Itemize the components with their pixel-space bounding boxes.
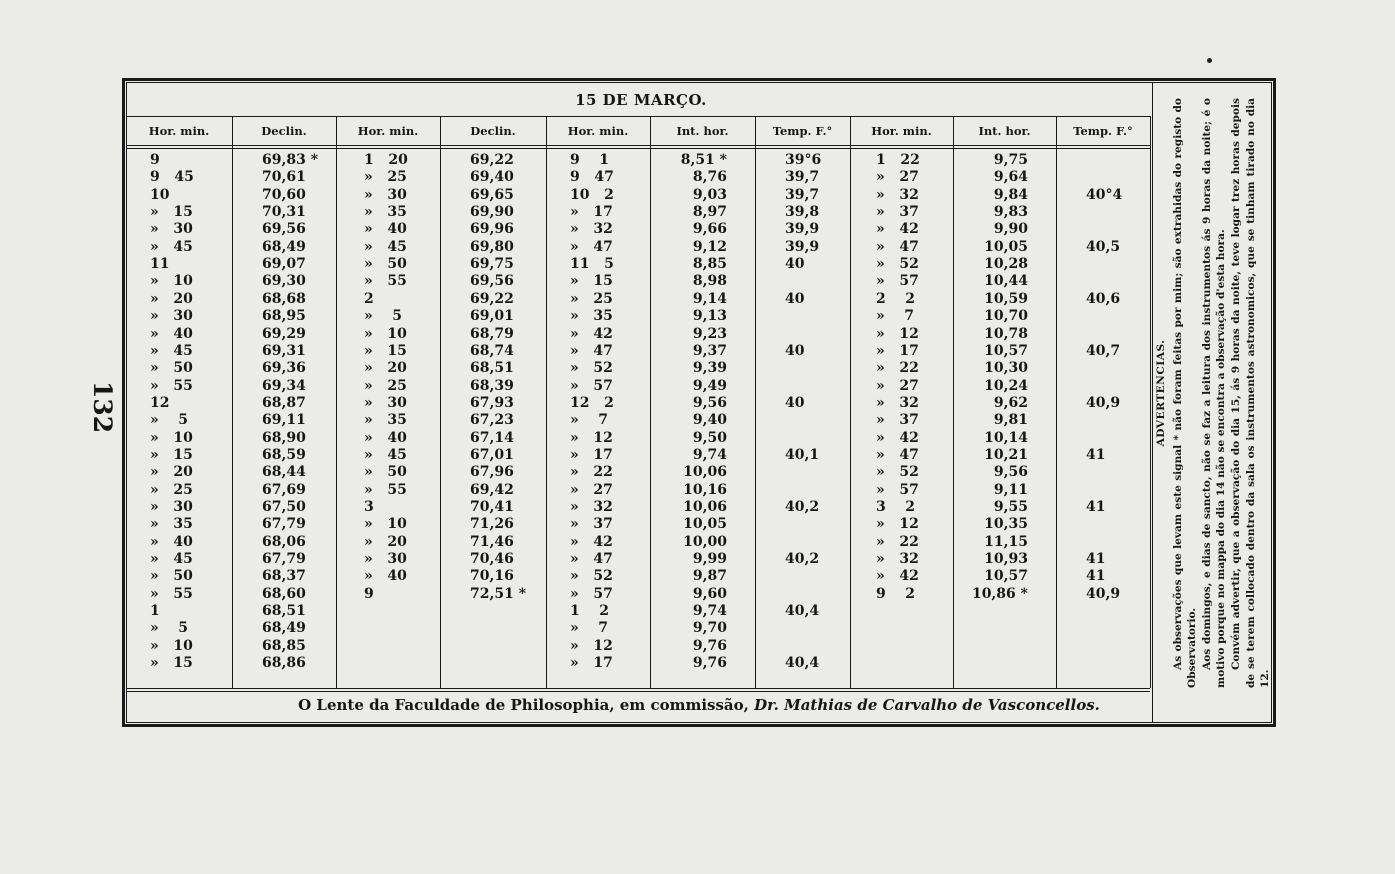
table-cell: 69,36 [262, 360, 306, 377]
table-cell: » 35 [570, 308, 613, 325]
table-cell: 39,7 [785, 186, 820, 203]
table-cell: 12 2 [570, 394, 614, 411]
table-cell: 68,87 [262, 394, 306, 411]
column-header: Hor. min. [871, 124, 932, 138]
table-cell: 9 [150, 152, 160, 168]
notes-panel [1154, 98, 1272, 688]
table-cell: 40 [785, 394, 805, 411]
table-cell: » 10 [150, 637, 193, 654]
table-cell: 9,99 [692, 551, 727, 568]
table-cell: 9,14 [692, 290, 727, 307]
table-cell: » 45 [364, 238, 407, 255]
table-cell: » 32 [876, 186, 919, 203]
table-cell: » 10 [364, 516, 407, 533]
table-cell: » 57 [876, 481, 919, 498]
table-cell: 3 2 [876, 499, 915, 515]
table-cell: 9,03 [692, 186, 727, 203]
table-cell: » 17 [570, 446, 613, 463]
table-cell: 9 [364, 585, 374, 602]
table-cell: 68,51 [262, 603, 306, 620]
table-cell: 68,51 [470, 360, 514, 377]
table-cell: » 32 [876, 551, 919, 568]
table-cell: » 25 [364, 169, 407, 186]
table-cell: 69,22 [470, 152, 514, 168]
column-header: Temp. F.° [772, 124, 833, 138]
table-cell: 9,81 [993, 412, 1028, 429]
table-cell: 40,4 [785, 655, 820, 672]
table-cell: » 15 [150, 204, 193, 221]
table-cell: 39,8 [785, 204, 820, 221]
table-cell: » 5 [364, 308, 402, 325]
table-cell: 9,70 [692, 620, 727, 637]
table-cell: » 55 [364, 273, 407, 290]
table-cell: 39°6 [785, 152, 822, 168]
table-cell: 9,74 [692, 446, 727, 463]
table-cell: 41 [1086, 446, 1106, 463]
table-cell: 68,44 [262, 464, 306, 481]
column-rule [440, 116, 441, 688]
table-cell: 68,37 [262, 568, 306, 585]
table-cell: 69,42 [470, 481, 514, 498]
table-cell: » 22 [876, 360, 919, 377]
table-cell: » 10 [150, 273, 193, 290]
notes-rule [1152, 82, 1153, 723]
table-cell: » 7 [876, 308, 914, 325]
table-cell: » 50 [150, 360, 193, 377]
table-cell: 72,51 * [470, 585, 527, 602]
table-cell: 71,26 [470, 516, 514, 533]
table-cell: 69,30 [262, 273, 306, 290]
column-rule [850, 116, 851, 688]
table-cell: 69,80 [470, 238, 514, 255]
notes-title: ADVERTENCIAS. [1155, 339, 1167, 447]
table-cell: 10,30 [984, 360, 1028, 377]
table-cell: 40,5 [1086, 238, 1121, 255]
title-rule [126, 116, 1150, 117]
table-cell: 10,35 [984, 516, 1028, 533]
table-cell: » 37 [876, 412, 919, 429]
table-cell: 11,15 [984, 533, 1028, 550]
table-cell: » 15 [570, 273, 613, 290]
table-cell: » 20 [150, 464, 193, 481]
table-cell: 9,37 [692, 342, 727, 359]
table-cell: 9,84 [993, 186, 1028, 203]
table-cell: 67,69 [262, 481, 306, 498]
table-cell: 9,13 [692, 308, 727, 325]
table-cell: 10,57 [984, 342, 1028, 359]
table-cell: 67,79 [262, 551, 306, 568]
table-cell: » 32 [570, 221, 613, 238]
table-cell: » 47 [876, 238, 919, 255]
table-cell: 70,60 [262, 186, 306, 203]
table-cell: » 40 [150, 325, 193, 342]
table-cell: » 27 [570, 481, 613, 498]
table-cell: 10,24 [984, 377, 1028, 394]
table-cell: 9 2 [876, 585, 915, 602]
table-cell: 39,9 [785, 238, 820, 255]
table-cell: 71,46 [470, 533, 514, 550]
table-cell: 9,50 [692, 429, 727, 446]
table-cell: » 42 [876, 429, 919, 446]
table-cell: » 47 [570, 238, 613, 255]
table-cell: 68,60 [262, 585, 306, 602]
table-cell: » 37 [570, 516, 613, 533]
table-cell: 40,9 [1086, 585, 1121, 602]
table-cell: » 30 [364, 551, 407, 568]
table-cell: 10,14 [984, 429, 1028, 446]
table-cell: » 47 [570, 551, 613, 568]
table-cell: » 45 [364, 446, 407, 463]
table-cell: 9,90 [993, 221, 1028, 238]
table-cell: 70,16 [470, 568, 514, 585]
table-cell: » 57 [570, 377, 613, 394]
table-cell: » 55 [150, 377, 193, 394]
table-cell: 69,31 [262, 342, 306, 359]
table-cell: 40,4 [785, 603, 820, 620]
table-cell: 9,60 [692, 585, 727, 602]
table-cell: 10,44 [984, 273, 1028, 290]
table-cell: » 30 [150, 221, 193, 238]
table-cell: » 42 [876, 221, 919, 238]
table-cell: 9 47 [570, 169, 614, 186]
table-cell: 9,39 [692, 360, 727, 377]
table-cell: » 10 [364, 325, 407, 342]
table-cell: 10,06 [683, 499, 727, 515]
table-cell: 41 [1086, 551, 1106, 568]
table-cell: 68,49 [262, 620, 306, 637]
table-cell: 39,7 [785, 169, 820, 186]
table-cell: 70,41 [470, 499, 514, 515]
table-cell: 69,01 [470, 308, 514, 325]
table-cell: » 30 [150, 499, 193, 515]
table-cell: » 45 [150, 238, 193, 255]
table-cell: 70,46 [470, 551, 514, 568]
table-cell: 9,64 [993, 169, 1028, 186]
table-cell: » 22 [570, 464, 613, 481]
table-cell: » 45 [150, 342, 193, 359]
table-cell: 8,76 [692, 169, 727, 186]
table-cell: » 50 [364, 256, 407, 273]
table-cell: » 17 [876, 342, 919, 359]
table-cell: 69,90 [470, 204, 514, 221]
table-cell: 9,76 [692, 655, 727, 672]
table-cell: 8,51 * [680, 152, 727, 168]
column-header: Int. hor. [978, 124, 1031, 138]
table-cell: 68,79 [470, 325, 514, 342]
table-cell: 70,31 [262, 204, 306, 221]
table-cell: » 20 [150, 290, 193, 307]
table-cell: 40,2 [785, 551, 820, 568]
table-cell: 41 [1086, 499, 1106, 515]
table-cell: 69,96 [470, 221, 514, 238]
column-header: Declin. [261, 124, 307, 138]
table-cell: 2 [364, 290, 374, 307]
note-paragraph: Aos domingos, e dias de sancto, não se faz a leitura dos instrumentos ás 9 horas da noite; é o motivo porque no mappa do dia 14 não se encontra a observação d'esta hora. [1200, 98, 1228, 688]
table-cell: » 35 [364, 412, 407, 429]
table-cell: » 5 [150, 412, 188, 429]
table-cell: » 17 [570, 204, 613, 221]
table-cell: » 25 [570, 290, 613, 307]
table-cell: 40 [785, 290, 805, 307]
table-cell: » 50 [364, 464, 407, 481]
table-cell: 10,06 [683, 464, 727, 481]
table-cell: » 12 [876, 325, 919, 342]
table-cell: » 27 [876, 169, 919, 186]
table-cell: » 32 [876, 394, 919, 411]
table-cell: » 35 [150, 516, 193, 533]
table-cell: » 47 [570, 342, 613, 359]
table-cell: 9,83 [993, 204, 1028, 221]
table-cell: 11 5 [570, 256, 614, 273]
ink-dot [1207, 58, 1212, 63]
table-cell: 67,96 [470, 464, 514, 481]
table-cell: 40°4 [1086, 186, 1123, 203]
table-cell: 40,1 [785, 446, 820, 463]
table-cell: 68,90 [262, 429, 306, 446]
table-cell: » 32 [570, 499, 613, 515]
page-title: 15 DE MARÇO. [575, 91, 707, 109]
table-cell: 10,05 [683, 516, 727, 533]
column-header: Temp. F.° [1073, 124, 1133, 138]
table-cell: » 20 [364, 360, 407, 377]
table-cell: 70,61 [262, 169, 306, 186]
table-cell: 3 [364, 499, 374, 515]
table-cell: » 57 [570, 585, 613, 602]
table-cell: 67,14 [470, 429, 514, 446]
column-rule [1056, 116, 1057, 688]
table-cell: 68,59 [262, 446, 306, 463]
table-cell: » 30 [150, 308, 193, 325]
table-cell: » 55 [364, 481, 407, 498]
table-cell: 69,07 [262, 256, 306, 273]
table-cell: » 17 [570, 655, 613, 672]
table-cell: » 42 [570, 533, 613, 550]
table-cell: 40,2 [785, 499, 820, 515]
table-cell: 10 [150, 186, 170, 203]
table-cell: 9,40 [692, 412, 727, 429]
table-cell: 9,49 [692, 377, 727, 394]
table-cell: » 20 [364, 533, 407, 550]
table-cell: » 30 [364, 186, 407, 203]
table-cell: 68,95 [262, 308, 306, 325]
table-cell: 10,78 [984, 325, 1028, 342]
table-cell: 40 [785, 256, 805, 273]
table-cell: 12 [150, 394, 170, 411]
table-cell: » 22 [876, 533, 919, 550]
table-cell: 10 2 [570, 186, 614, 203]
table-cell: 2 2 [876, 290, 915, 307]
table-cell: » 15 [364, 342, 407, 359]
table-cell: 8,85 [692, 256, 727, 273]
table-cell: » 5 [150, 620, 188, 637]
table-cell: 9,76 [692, 637, 727, 654]
table-cell: 10,00 [683, 533, 727, 550]
note-paragraph: As observações que levam este signal * não foram feitas por mim; são extrahidas do registo do Observatorio. [1171, 98, 1199, 688]
table-cell: 10,05 [984, 238, 1028, 255]
table-cell: 68,68 [262, 290, 306, 307]
body-bottom-rule [126, 688, 1150, 689]
notes-rotated [1154, 98, 1272, 688]
table-cell: 69,11 [262, 412, 306, 429]
table-cell: 41 [1086, 568, 1106, 585]
table-cell: » 52 [570, 360, 613, 377]
table-cell: » 52 [876, 464, 919, 481]
column-rule [336, 116, 337, 688]
table-cell: 69,56 [262, 221, 306, 238]
table-cell: » 52 [570, 568, 613, 585]
table-cell: » 27 [876, 377, 919, 394]
table-cell: 10,70 [984, 308, 1028, 325]
table-cell: 9,75 [993, 152, 1028, 168]
table-cell: 68,74 [470, 342, 514, 359]
table-cell: 10,16 [683, 481, 727, 498]
table-cell: » 30 [364, 394, 407, 411]
table-cell: » 7 [570, 620, 608, 637]
column-rule [1150, 116, 1151, 688]
table-cell: 67,93 [470, 394, 514, 411]
table-cell: » 12 [876, 516, 919, 533]
table-cell: 67,50 [262, 499, 306, 515]
column-header: Declin. [470, 124, 516, 138]
table-cell: » 15 [150, 655, 193, 672]
table-cell: 10,57 [984, 568, 1028, 585]
table-cell: 69,22 [470, 290, 514, 307]
column-rule [755, 116, 756, 688]
footer-text: O Lente da Faculdade de Philosophia, em commissão, [298, 696, 749, 714]
header-rule [126, 145, 1150, 146]
table-cell: 8,97 [692, 204, 727, 221]
page-number: 132 [88, 381, 117, 434]
table-cell: » 42 [570, 325, 613, 342]
table-cell: » 50 [150, 568, 193, 585]
table-cell: 69,29 [262, 325, 306, 342]
table-cell: » 55 [150, 585, 193, 602]
table-cell: 1 [150, 603, 160, 620]
table-cell: 9,87 [692, 568, 727, 585]
table-cell: 11 [150, 256, 170, 273]
table-cell: 1 2 [570, 603, 609, 620]
table-cell: 67,23 [470, 412, 514, 429]
table-cell: » 12 [570, 637, 613, 654]
table-cell: 9 1 [570, 152, 609, 168]
table-cell: 68,86 [262, 655, 306, 672]
table-cell: 10,59 [984, 290, 1028, 307]
table-cell: 10,28 [984, 256, 1028, 273]
table-cell: 9,74 [692, 603, 727, 620]
table-cell: 69,75 [470, 256, 514, 273]
signature: Dr. Mathias de Carvalho de Vasconcellos. [754, 696, 1100, 714]
column-header: Int. hor. [676, 124, 729, 138]
table-cell: 68,49 [262, 238, 306, 255]
table-cell: » 42 [876, 568, 919, 585]
column-header: Hor. min. [148, 124, 210, 138]
table-cell: » 12 [570, 429, 613, 446]
footer-signature-line [126, 692, 1272, 719]
table-cell: » 35 [364, 204, 407, 221]
table-cell: 9,62 [993, 394, 1028, 411]
column-header: Hor. min. [357, 124, 419, 138]
column-rule [232, 116, 233, 688]
table-cell: » 25 [364, 377, 407, 394]
table-cell: 40 [785, 342, 805, 359]
table-cell: 67,79 [262, 516, 306, 533]
table-cell: 9,66 [692, 221, 727, 238]
table-cell: 39,9 [785, 221, 820, 238]
table-cell: » 25 [150, 481, 193, 498]
table-cell: » 40 [364, 429, 407, 446]
table-cell: 67,01 [470, 446, 514, 463]
table-cell: 1 22 [876, 152, 920, 168]
table-cell: 10,86 * [971, 585, 1028, 602]
table-cell: 69,83 * [262, 152, 319, 168]
table-cell: 69,65 [470, 186, 514, 203]
table-cell: 69,40 [470, 169, 514, 186]
table-cell: » 52 [876, 256, 919, 273]
column-rule [546, 116, 547, 688]
table-cell: 10,93 [984, 551, 1028, 568]
header-rule [126, 148, 1150, 149]
table-cell: » 15 [150, 446, 193, 463]
table-cell: 9,11 [993, 481, 1028, 498]
table-cell: » 7 [570, 412, 608, 429]
table-cell: 69,34 [262, 377, 306, 394]
note-paragraph: Convém advertir, que a observação do dia 15, ás 9 horas da noite, teve logar trez horas depois de se terem collocado dentro da sala os instrumentos astronomicos, que se tinham tirado no dia 12. [1229, 98, 1272, 688]
table-cell: 1 20 [364, 152, 408, 168]
table-cell: 10,21 [984, 446, 1028, 463]
table-cell: 8,98 [692, 273, 727, 290]
table-cell: » 47 [876, 446, 919, 463]
column-header: Hor. min. [567, 124, 629, 138]
table-cell: » 37 [876, 204, 919, 221]
table-cell: 9 45 [150, 169, 194, 186]
table-cell: » 10 [150, 429, 193, 446]
table-cell: 9,23 [692, 325, 727, 342]
table-cell: » 40 [364, 221, 407, 238]
table-cell: 40,7 [1086, 342, 1121, 359]
table-cell: 40,9 [1086, 394, 1121, 411]
table-cell: 68,85 [262, 637, 306, 654]
table-cell: 40,6 [1086, 290, 1121, 307]
table-cell: » 57 [876, 273, 919, 290]
table-cell: » 40 [364, 568, 407, 585]
table-cell: 68,06 [262, 533, 306, 550]
table-cell: 69,56 [470, 273, 514, 290]
table-cell: » 40 [150, 533, 193, 550]
table-cell: » 45 [150, 551, 193, 568]
table-cell: 9,55 [993, 499, 1028, 515]
table-cell: 68,39 [470, 377, 514, 394]
table-cell: 9,56 [993, 464, 1028, 481]
table-cell: 9,12 [692, 238, 727, 255]
table-cell: 9,56 [692, 394, 727, 411]
